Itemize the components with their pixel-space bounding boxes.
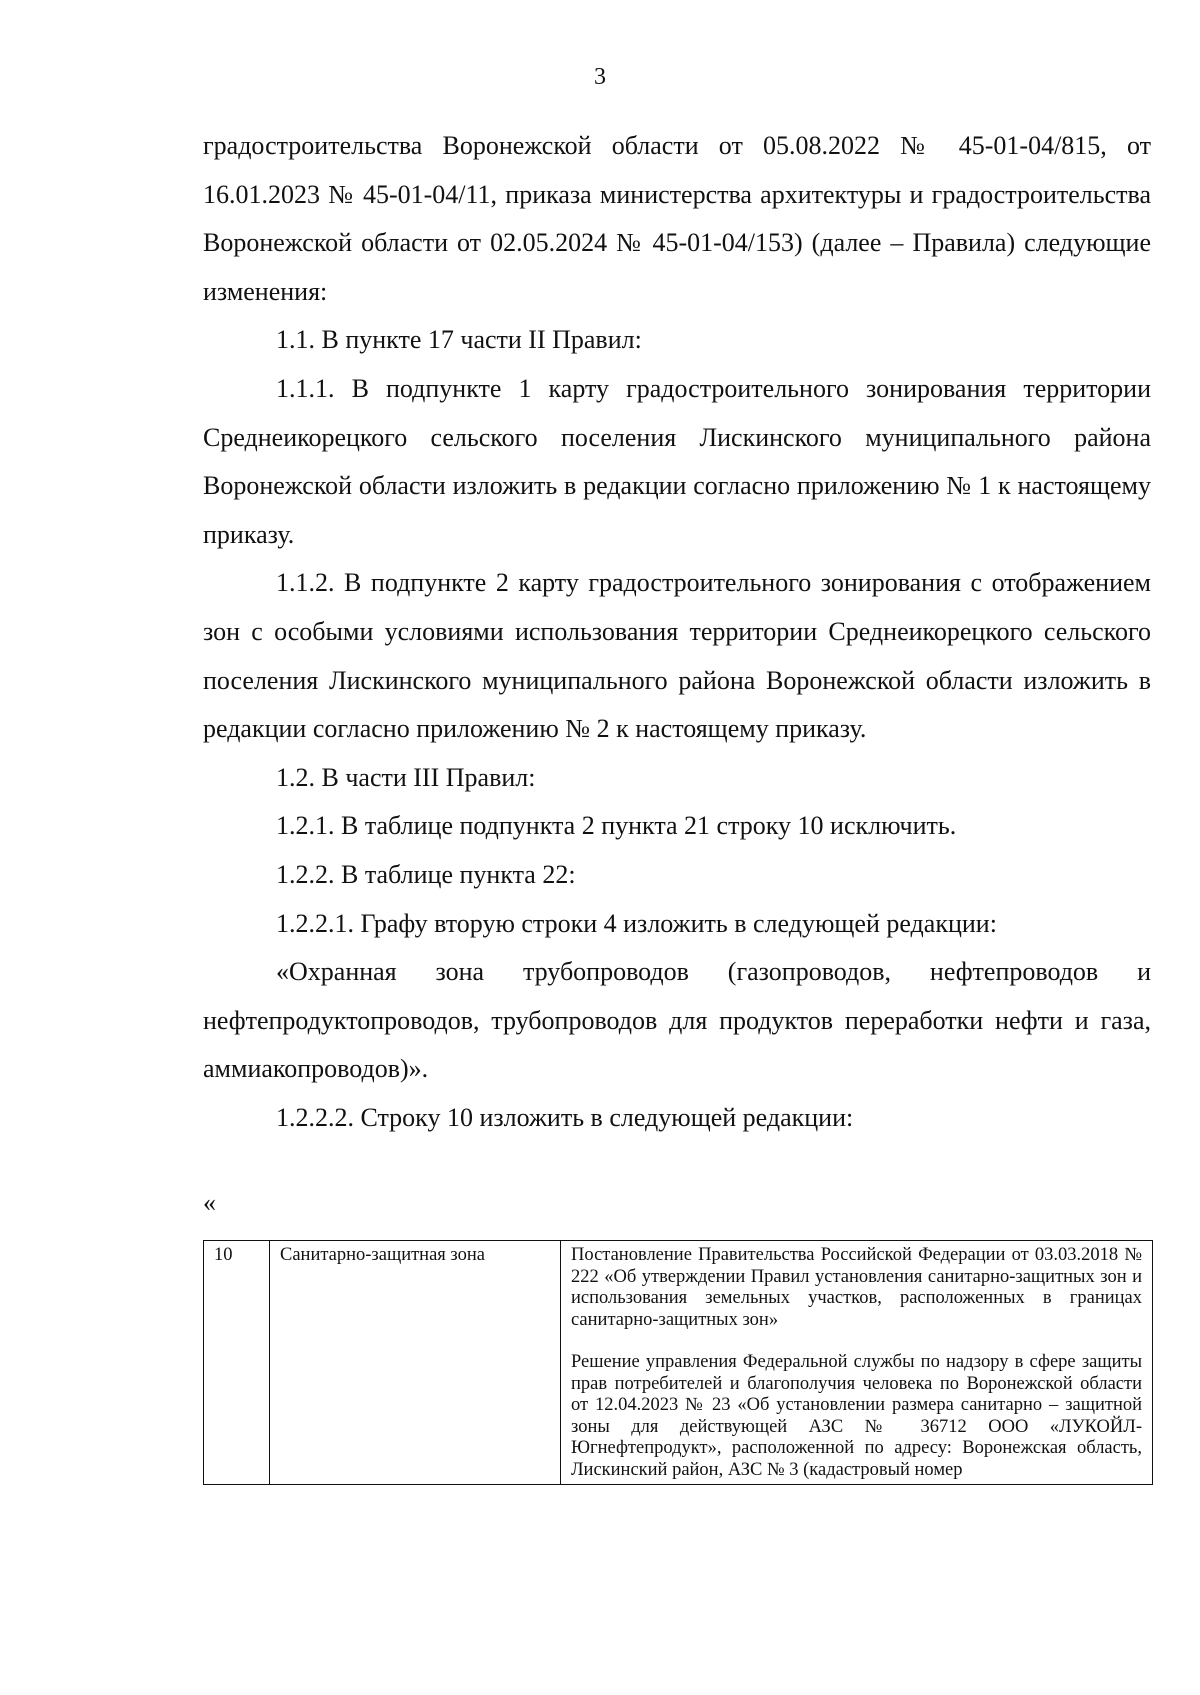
table-row — [204, 1241, 1153, 1485]
document-body — [203, 122, 1151, 1142]
page-number: 3 — [594, 64, 606, 90]
zones-table — [203, 1240, 1153, 1485]
legal-basis-decision: Решение управления Федеральной службы по надзору в сфере защиты прав потребителей и благополучия человека по Воронежской области от 12.04.2023 № 23 «Об установлении размера санитарно – защитной зоны для действующей АЗС № 36712 ООО «ЛУКОЙЛ-Югнефтепродукт», расположенной по адресу: Воронежская область, Лискинский район, АЗС № 3 (кадастровый номер — [571, 1352, 1142, 1480]
cell-spacer — [571, 1331, 1142, 1352]
paragraph-intro-continuation: градостроительства Воронежской области от 05.08.2022 № 45-01-04/815, от 16.01.2023 № 45-01-04/11, приказа министерства архитектуры и градостроительства Воронежской области от 02.05.2024 № 45-01-04/153) (далее – Правила) следующие изменения: — [203, 131, 1151, 306]
opening-quote-mark: « — [203, 1188, 216, 1217]
zone-name-cell: Санитарно-защитная зона — [270, 1241, 561, 1485]
paragraph-1-2-2-1: 1.2.2.1. Графу вторую строки 4 изложить в следующей редакции: — [276, 908, 997, 938]
paragraph-1-1-1: 1.1.1. В подпункте 1 карту градостроительного зонирования территории Среднеикорецкого сельского поселения Лискинского муниципального района Воронежской области изложить в редакции согласно приложению № 1 к настоящему приказу. — [203, 373, 1151, 549]
paragraph-1-2: 1.2. В части III Правил: — [276, 762, 536, 792]
paragraph-1-2-1: 1.2.1. В таблице подпункта 2 пункта 21 строку 10 исключить. — [276, 811, 957, 841]
paragraph-1-1: 1.1. В пункте 17 части II Правил: — [276, 325, 642, 355]
legal-basis-cell — [561, 1241, 1153, 1485]
row-number-cell: 10 — [204, 1241, 270, 1485]
legal-basis-resolution: Постановление Правительства Российской Федерации от 03.03.2018 № 222 «Об утверждении Правил установления санитарно-защитных зон и использования земельных участков, расположенных в границах санитарно-защитных зон» — [571, 1245, 1142, 1330]
paragraph-quoted-zone-name: «Охранная зона трубопроводов (газопроводов, нефтепроводов и нефтепродуктопроводов, трубопроводов для продуктов переработки нефти и газа, аммиакопроводов)». — [203, 957, 1151, 1084]
paragraph-1-2-2-2: 1.2.2.2. Строку 10 изложить в следующей редакции: — [276, 1102, 854, 1132]
paragraph-1-1-2: 1.1.2. В подпункте 2 карту градостроительного зонирования с отображением зон с особыми условиями использования территории Среднеикорецкого сельского поселения Лискинского муниципального района Воронежской области изложить в редакции согласно приложению № 2 к настоящему приказу. — [203, 568, 1151, 744]
paragraph-1-2-2: 1.2.2. В таблице пункта 22: — [276, 859, 576, 889]
